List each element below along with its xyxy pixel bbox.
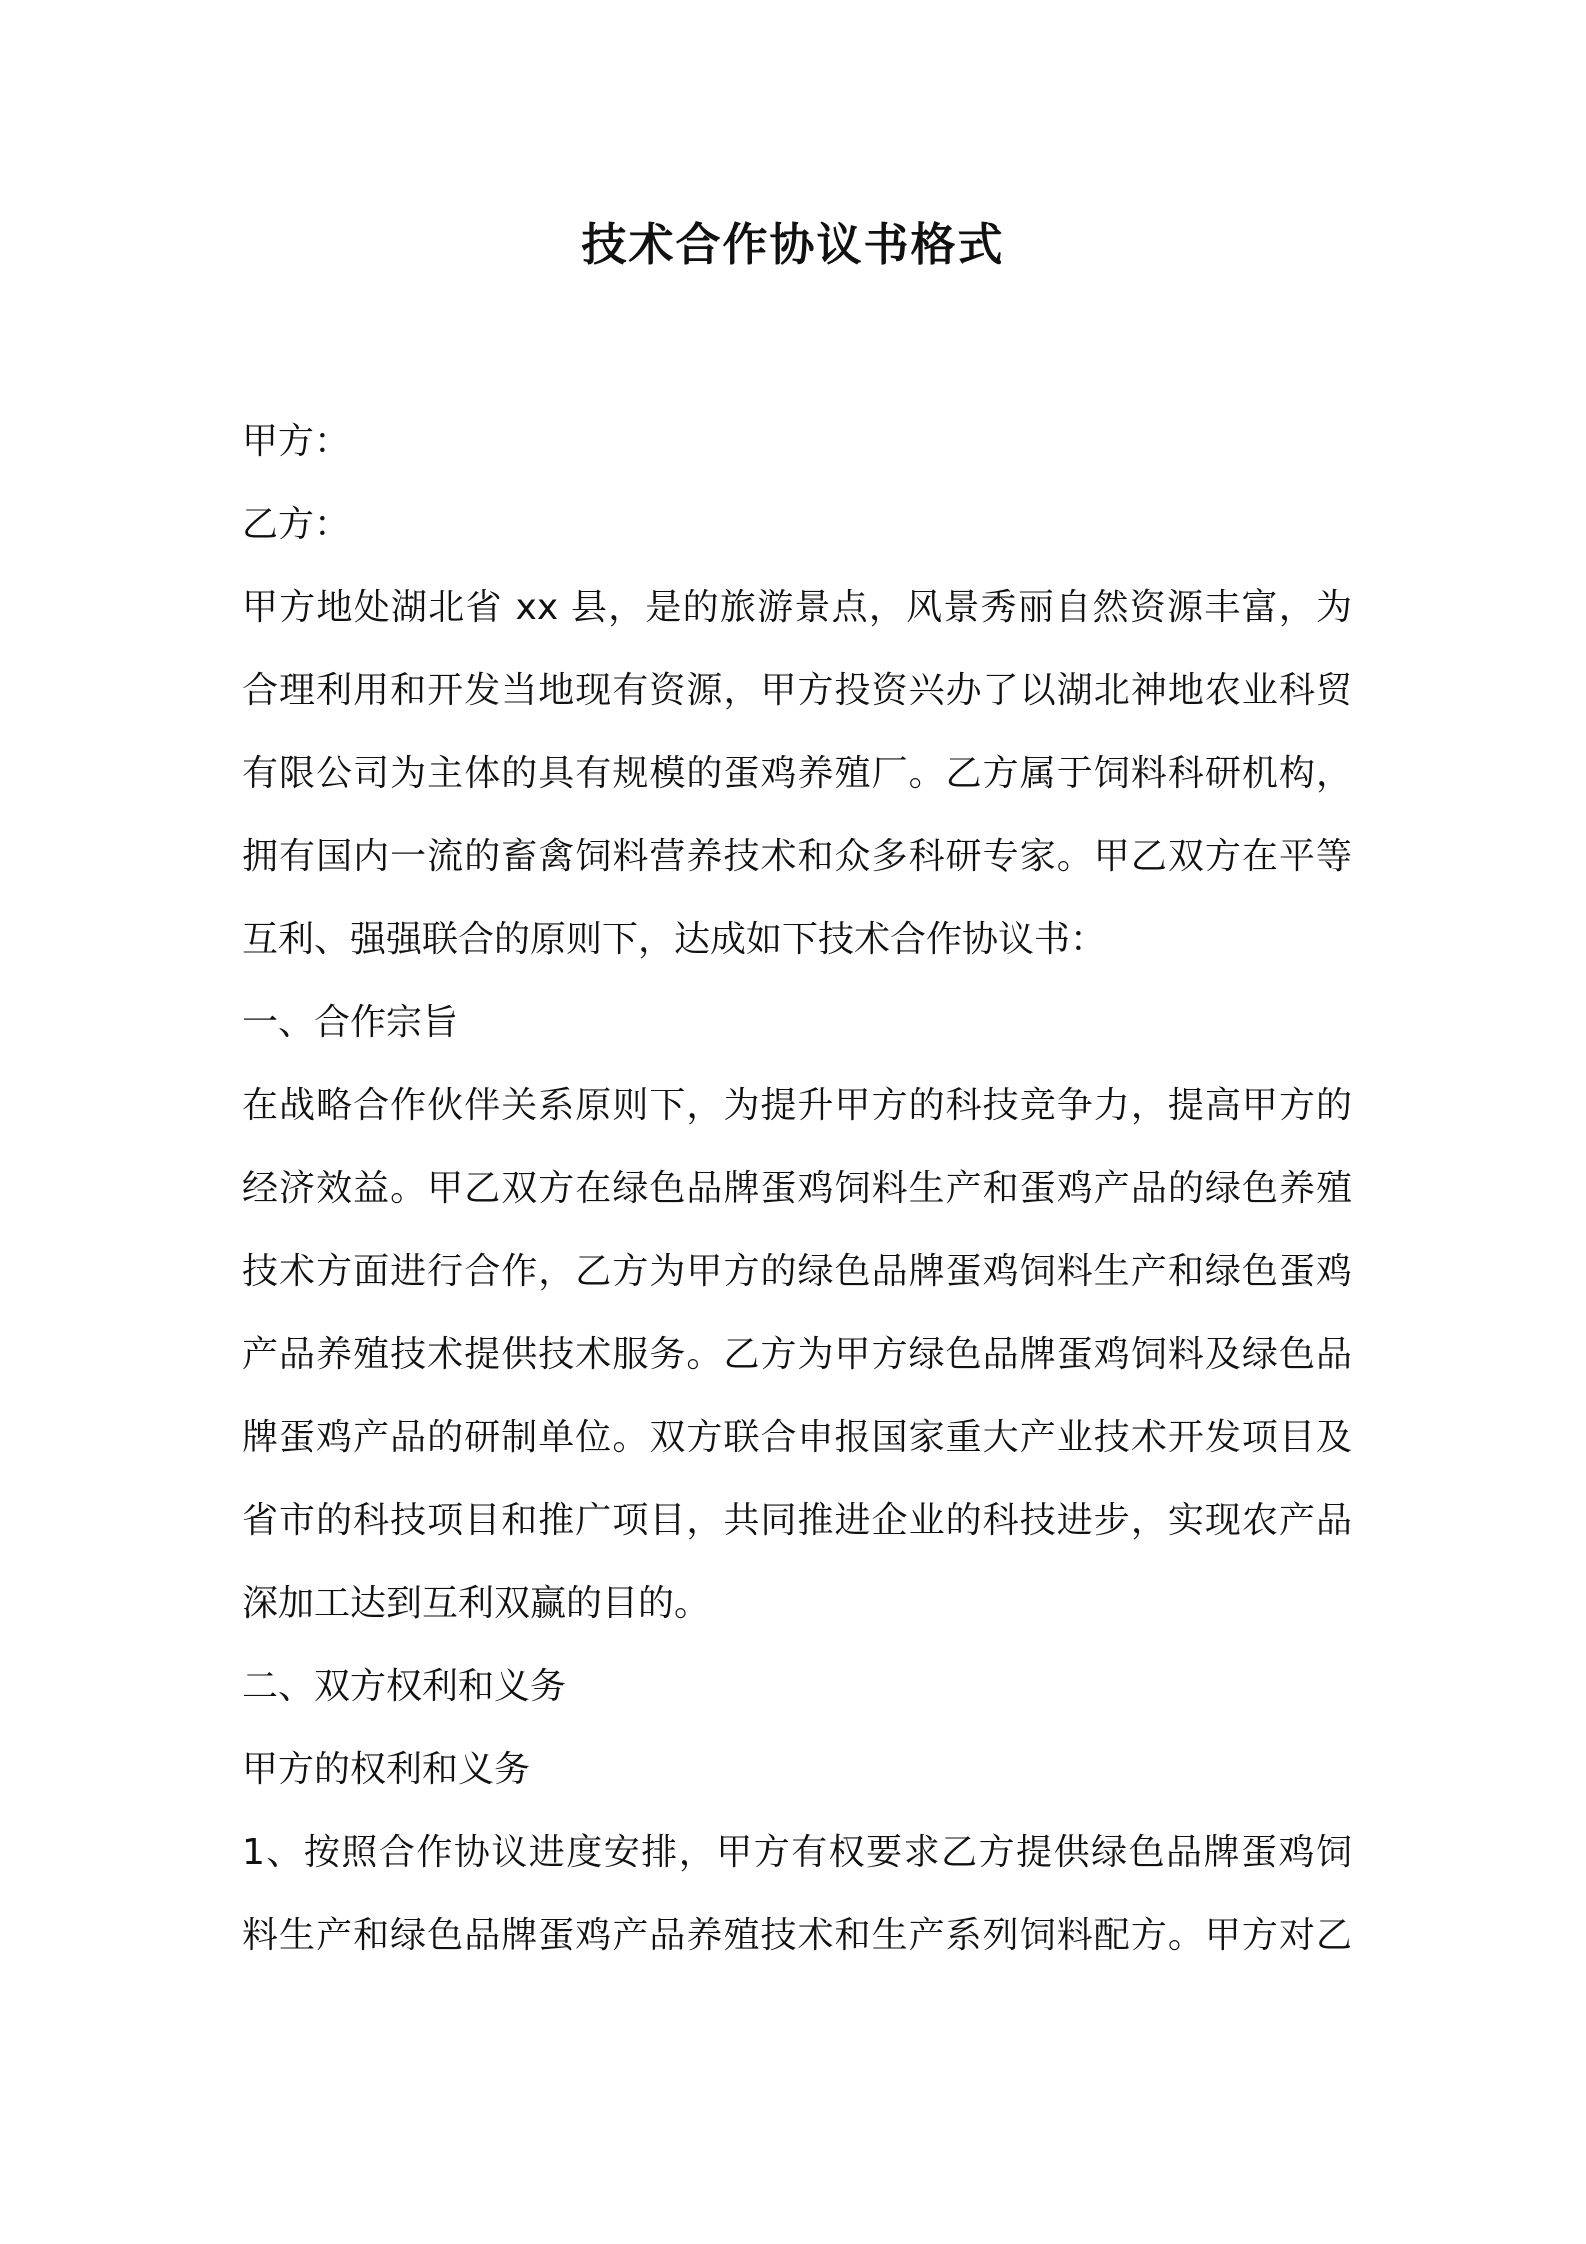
paragraph-line: 1、按照合作协议进度安排，甲方有权要求乙方提供绿色品牌蛋鸡饲 — [242, 1832, 1352, 1873]
paragraph-line: 合理利用和开发当地现有资源，甲方投资兴办了以湖北神地农业科贸 — [242, 670, 1352, 711]
paragraph-line: 互利、强强联合的原则下，达成如下技术合作协议书： — [242, 919, 1107, 960]
paragraph-line: 牌蛋鸡产品的研制单位。双方联合申报国家重大产业技术开发项目及 — [242, 1417, 1352, 1458]
paragraph-line: 省市的科技项目和推广项目，共同推进企业的科技进步，实现农产品 — [242, 1500, 1352, 1541]
subsection-heading: 甲方的权利和义务 — [242, 1749, 531, 1790]
paragraph-line: 产品养殖技术提供技术服务。乙方为甲方绿色品牌蛋鸡饲料及绿色品 — [242, 1334, 1352, 1375]
party-a-line: 甲方： — [242, 421, 351, 462]
paragraph-line: 甲方地处湖北省 xx 县，是的旅游景点，风景秀丽自然资源丰富，为 — [242, 587, 1352, 628]
paragraph-line: 深加工达到互利双赢的目的。 — [242, 1583, 711, 1624]
document-title: 技术合作协议书格式 — [581, 218, 1005, 271]
paragraph-line: 料生产和绿色品牌蛋鸡产品养殖技术和生产系列饲料配方。甲方对乙 — [242, 1915, 1352, 1956]
paragraph-line: 拥有国内一流的畜禽饲料营养技术和众多科研专家。甲乙双方在平等 — [242, 836, 1352, 877]
section-heading: 一、合作宗旨 — [242, 1002, 459, 1043]
paragraph-line: 有限公司为主体的具有规模的蛋鸡养殖厂。乙方属于饲料科研机构， — [242, 753, 1352, 794]
paragraph-line: 技术方面进行合作，乙方为甲方的绿色品牌蛋鸡饲料生产和绿色蛋鸡 — [242, 1251, 1352, 1292]
section-heading: 二、双方权利和义务 — [242, 1666, 567, 1707]
paragraph-line: 在战略合作伙伴关系原则下，为提升甲方的科技竞争力，提高甲方的 — [242, 1085, 1352, 1126]
paragraph-line: 经济效益。甲乙双方在绿色品牌蛋鸡饲料生产和蛋鸡产品的绿色养殖 — [242, 1168, 1352, 1209]
party-b-line: 乙方： — [242, 504, 351, 545]
document-body — [242, 400, 1352, 1977]
